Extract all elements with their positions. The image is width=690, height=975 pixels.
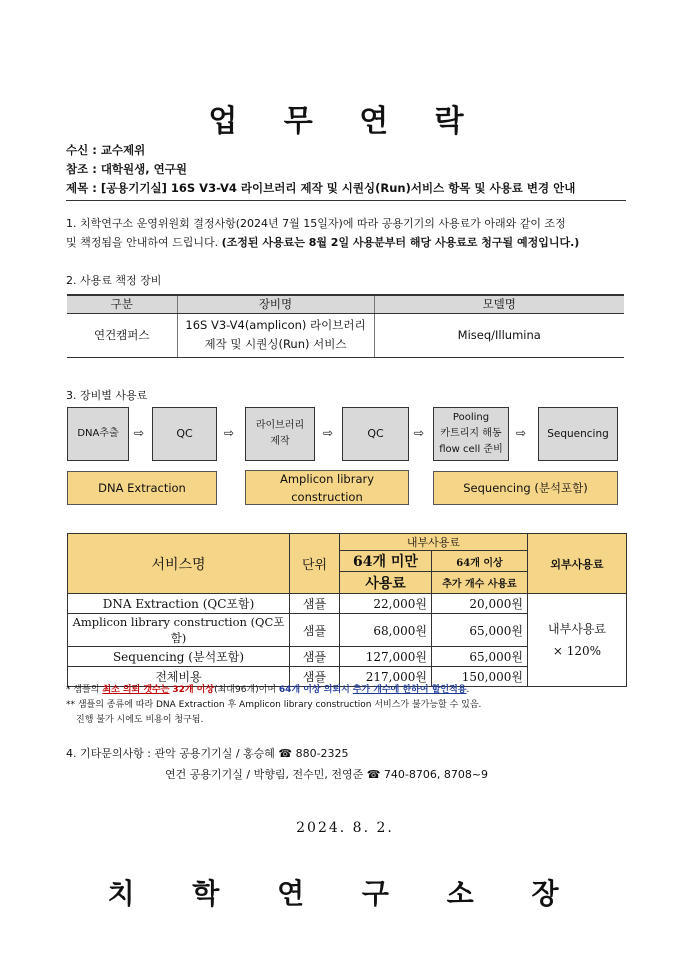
section2-heading: 2. 사용료 책정 장비 [66,274,162,287]
subject-value: [공용기기실] 16S V3-V4 라이브러리 제작 및 시퀀싱(Run)서비스 항목 및 사용료 변경 안내 [100,181,576,195]
subject-line: 제목 : [공용기기실] 16S V3-V4 라이브러리 제작 및 시퀀싱(Run)서비스 항목 및 사용료 변경 안내 [66,181,576,195]
section1-paragraph [66,214,632,252]
signature: 치 학 연 구 소 장 [107,877,583,910]
fee-table [67,533,627,687]
section1-bold-note: (조정된 사용료는 8월 2일 사용분부터 해당 사용료로 청구될 예정입니다.) [221,236,580,249]
cell-model: Miseq/Illumina [374,313,624,357]
header-under64-line2: 사용료 [340,572,432,594]
note1-blue-over64: 64개 이상 의뢰시 [278,685,350,695]
flow-library-line1: 라이브러리 [255,420,305,431]
reference-label: 참조 [66,162,89,176]
flow-step-qc: QC [152,407,217,461]
header-equipment: 장비명 [177,295,374,313]
flow-step-sequencing: Sequencing [538,407,618,461]
fee-external [528,594,627,687]
group-dna-extraction: DNA Extraction [67,471,217,505]
equipment-row [67,313,624,357]
meta-divider [66,200,626,201]
fee-unit: 샘플 [290,594,340,614]
note1-after: (최대96개)이며 [214,685,279,695]
fee-service: Amplicon library construction (QC포함) [68,614,290,647]
fee-unit: 샘플 [290,614,340,647]
recipient-line: 수신 : 교수제위 [66,143,146,157]
fee-over64: 150,000원 [432,667,528,687]
cell-division: 연건캠퍼스 [67,313,177,357]
section1-text: 및 책정됨을 안내하여 드립니다. [66,236,219,249]
note1-red-min: 최소 의뢰 갯수는 [102,685,170,695]
header-under64-line1: 64개 미만 [340,551,432,572]
flow-step-library [245,407,315,461]
note-minimum-order [66,683,636,698]
flow-arrow: ⇨ [134,426,145,440]
flow-arrow: ⇨ [323,426,334,440]
fee-row [68,594,627,614]
header-over64-line1: 64개 이상 [432,551,528,572]
fee-over64: 65,000원 [432,647,528,667]
note1-prefix: * 샘플의 [66,685,103,695]
flow-library-line2: 제작 [270,436,290,447]
fee-service: DNA Extraction (QC포함) [68,594,290,614]
reference-value: 대학원생, 연구원 [100,162,187,176]
subject-label: 제목 [66,181,89,195]
fee-under64: 22,000원 [340,594,432,614]
equipment-table [67,294,624,358]
flow-step-dna-extraction: DNA추출 [67,407,129,461]
fee-under64: 68,000원 [340,614,432,647]
group-amplicon-line1: Amplicon library [279,471,375,486]
note1-end: . [466,685,470,695]
header-external-fee: 외부사용료 [528,534,627,594]
document-title: 업 무 연 락 [208,104,482,139]
section3-heading: 3. 장비별 사용료 [66,389,148,402]
note1-blue-discount: 에 한하여 할인적용 [390,685,467,695]
cell-equipment [177,313,374,357]
fee-unit: 샘플 [290,667,340,687]
fee-service: 전체비용 [68,667,290,687]
flow-arrow: ⇨ [516,426,527,440]
contact-line1: 4. 기타문의사항 : 관악 공용기기실 / 홍승혜 ☎ 880-2325 [66,747,349,760]
header-service-name: 서비스명 [68,534,290,594]
recipient-label: 수신 [66,143,89,157]
section1-line2 [66,233,632,252]
fee-over64: 20,000원 [432,594,528,614]
flow-arrow: ⇨ [224,426,235,440]
external-line2: × 120% [552,644,602,658]
fee-header-row1 [68,534,627,551]
header-division: 구분 [67,295,177,313]
flow-pooling-line3: flow cell 준비 [439,444,503,455]
header-internal-fee: 내부사용료 [340,534,528,551]
flow-arrow: ⇨ [414,426,425,440]
equipment-line2: 제작 및 시퀀싱(Run) 서비스 [204,337,347,351]
recipient-value: 교수제위 [100,143,146,157]
note2-line1: ** 샘플의 종류에 따라 DNA Extraction 후 Amplicon library construction 서비스가 불가능할 수 있음. [66,700,482,710]
fee-service: Sequencing (분석포함) [68,647,290,667]
contact-line2: 연건 공용기기실 / 박향림, 전수민, 전영준 ☎ 740-8706, 8708~9 [165,768,489,781]
fee-under64: 217,000원 [340,667,432,687]
header-over64-line2: 추가 개수 사용료 [432,572,528,594]
header-unit: 단위 [290,534,340,594]
flow-step-qc: QC [342,407,409,461]
fee-over64: 65,000원 [432,614,528,647]
fee-unit: 샘플 [290,647,340,667]
external-line1: 내부사용료 [548,622,606,636]
equipment-header-row [67,295,624,313]
note1-red-count: 32개 이상 [172,685,215,695]
note1-blue-extra: 추가 개수 [352,685,391,695]
group-amplicon-library [245,470,409,505]
document-date: 2024. 8. 2. [296,820,394,836]
note2-line2: 진행 불가 시에도 비용이 청구됨. [76,715,204,725]
flow-pooling-line1: Pooling [452,412,490,423]
reference-line: 참조 : 대학원생, 연구원 [66,162,187,176]
section1-line1: 1. 치학연구소 운영위원회 결정사항(2024년 7월 15일자)에 따라 공용기기의 사용료가 아래와 같이 조정 [66,217,566,230]
fee-under64: 127,000원 [340,647,432,667]
note-service-availability [66,698,636,728]
equipment-line1: 16S V3-V4(amplicon) 라이브러리 [185,318,366,332]
header-model: 모델명 [374,295,624,313]
flow-step-pooling [433,407,509,461]
group-sequencing: Sequencing (분석포함) [433,471,618,505]
flow-pooling-line2: 카트리지 해동 [440,428,502,439]
group-amplicon-line2: construction [291,489,363,504]
